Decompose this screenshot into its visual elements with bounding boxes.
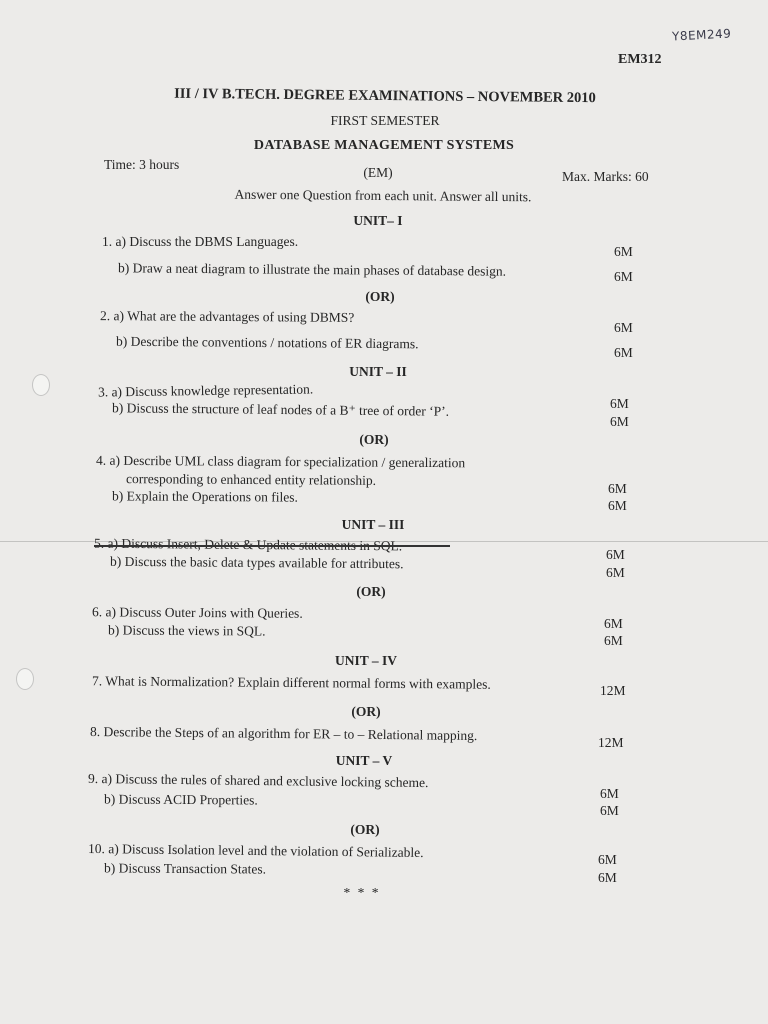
question-marks: 6M bbox=[608, 481, 627, 496]
instruction: Answer one Question from each unit. Answer all units. bbox=[234, 186, 532, 205]
question-text: b) Discuss ACID Properties. bbox=[103, 791, 258, 808]
question-marks: 12M bbox=[598, 735, 624, 750]
paper-code: EM312 bbox=[618, 52, 662, 67]
exam-title: III / IV B.TECH. DEGREE EXAMINATIONS – NOVEMBER 2010 bbox=[174, 85, 596, 107]
question-text: 4. a) Describe UML class diagram for specialization / generalization bbox=[95, 452, 466, 471]
question-marks: 6M bbox=[606, 565, 625, 580]
time-allowed: Time: 3 hours bbox=[104, 157, 180, 172]
question-marks: 6M bbox=[600, 803, 619, 818]
question-text: 10. a) Discuss Isolation level and the violation of Serializable. bbox=[87, 840, 424, 861]
question-text: b) Discuss Transaction States. bbox=[103, 860, 267, 877]
question-marks: 12M bbox=[600, 683, 626, 698]
question-text: 6. a) Discuss Outer Joins with Queries. bbox=[91, 604, 303, 621]
strike-through bbox=[94, 545, 450, 547]
or-divider: (OR) bbox=[356, 584, 386, 599]
question-marks: 6M bbox=[614, 320, 633, 335]
question-text: 1. a) Discuss the DBMS Languages. bbox=[102, 234, 299, 249]
question-text: 9. a) Discuss the rules of shared and exclusive locking scheme. bbox=[87, 770, 429, 791]
question-marks: 6M bbox=[614, 345, 633, 360]
question-marks: 6M bbox=[600, 786, 619, 801]
question-marks: 6M bbox=[606, 547, 625, 562]
question-text: b) Draw a neat diagram to illustrate the main phases of database design. bbox=[117, 260, 507, 279]
unit-heading: UNIT – II bbox=[349, 364, 407, 379]
question-text: corresponding to enhanced entity relationship. bbox=[125, 471, 377, 488]
or-divider: (OR) bbox=[365, 289, 395, 304]
question-marks: 6M bbox=[610, 414, 629, 429]
or-divider: (OR) bbox=[350, 822, 380, 837]
question-marks: 6M bbox=[604, 616, 623, 631]
question-text: 2. a) What are the advantages of using DBMS? bbox=[99, 308, 355, 325]
semester: FIRST SEMESTER bbox=[330, 113, 440, 128]
question-text: b) Describe the conventions / notations of ER diagrams. bbox=[115, 333, 419, 352]
question-marks: 6M bbox=[598, 852, 617, 867]
question-text: b) Discuss the structure of leaf nodes of a B⁺ tree of order ‘P’. bbox=[111, 400, 450, 419]
unit-heading: UNIT – III bbox=[341, 517, 405, 532]
question-text: 8. Describe the Steps of an algorithm for ER – to – Relational mapping. bbox=[89, 723, 478, 744]
medium: (EM) bbox=[363, 165, 393, 180]
or-divider: (OR) bbox=[351, 704, 381, 719]
punch-hole bbox=[32, 374, 50, 396]
question-text: b) Explain the Operations on files. bbox=[111, 488, 299, 505]
or-divider: (OR) bbox=[359, 432, 389, 447]
question-marks: 6M bbox=[598, 870, 617, 885]
question-marks: 6M bbox=[610, 396, 629, 411]
unit-heading: UNIT – IV bbox=[334, 653, 398, 668]
max-marks: Max. Marks: 60 bbox=[562, 169, 649, 184]
question-marks: 6M bbox=[614, 269, 633, 284]
question-text: b) Discuss the views in SQL. bbox=[107, 622, 266, 639]
unit-heading: UNIT – V bbox=[335, 753, 393, 768]
subject-title: DATABASE MANAGEMENT SYSTEMS bbox=[253, 138, 515, 153]
question-marks: 6M bbox=[608, 498, 627, 513]
handwritten-code: Y8EM249 bbox=[671, 26, 732, 44]
end-of-paper-mark: * * * bbox=[343, 885, 381, 900]
question-text: b) Discuss the basic data types available for attributes. bbox=[109, 553, 404, 572]
punch-hole bbox=[16, 668, 34, 690]
unit-heading: UNIT– I bbox=[353, 213, 403, 228]
question-marks: 6M bbox=[614, 244, 633, 259]
question-marks: 6M bbox=[604, 633, 623, 648]
question-text: 3. a) Discuss knowledge representation. bbox=[97, 381, 314, 400]
question-text: 7. What is Normalization? Explain different normal forms with examples. bbox=[91, 673, 491, 692]
